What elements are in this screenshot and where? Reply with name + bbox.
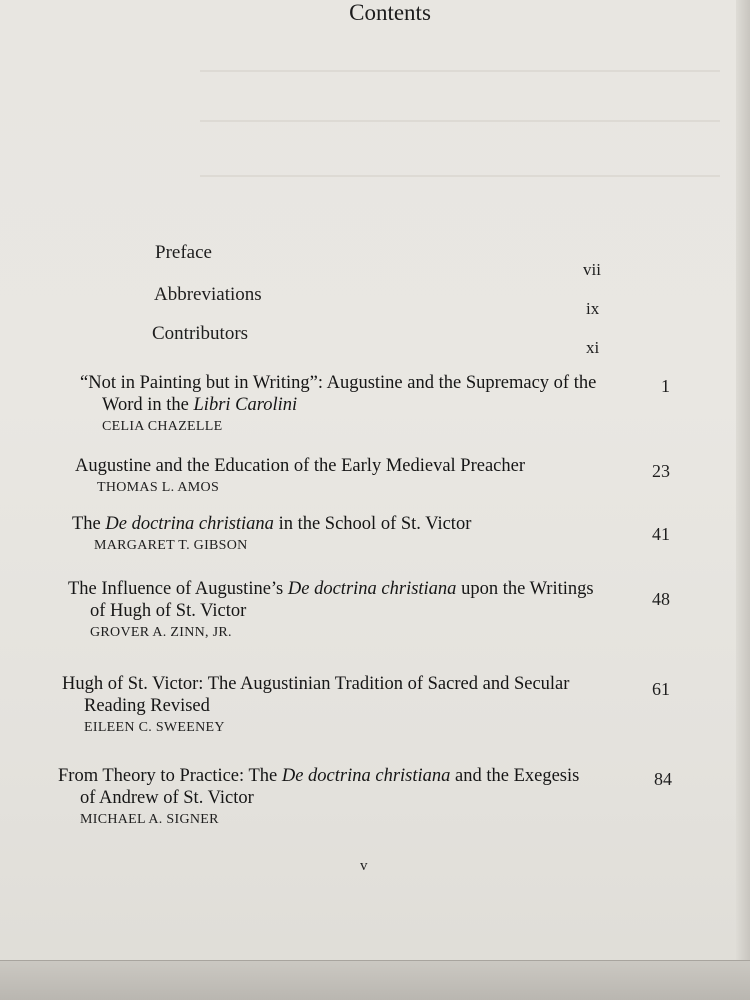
show-through xyxy=(200,175,720,177)
entry-page: 23 xyxy=(652,461,670,481)
entry-page: 84 xyxy=(654,769,672,789)
front-matter-page: vii xyxy=(583,260,601,279)
front-matter-label: Contributors xyxy=(152,323,249,344)
show-through xyxy=(200,70,720,72)
entry-author: MARGARET T. GIBSON xyxy=(94,538,248,553)
entry-author: THOMAS L. AMOS xyxy=(97,480,220,495)
entry-title: The Influence of Augustine’s De doctrina christiana upon the Writings of Hugh of St. Victor xyxy=(68,579,594,621)
toc-entry xyxy=(75,455,635,496)
page-number: v xyxy=(360,858,368,874)
entry-author: GROVER A. ZINN, JR. xyxy=(90,625,232,640)
entry-title: Hugh of St. Victor: The Augustinian Tradition of Sacred and Secular Reading Revised xyxy=(62,674,570,716)
toc-entry xyxy=(62,673,602,736)
entry-author: MICHAEL A. SIGNER xyxy=(80,812,219,827)
front-matter-page: ix xyxy=(586,299,600,318)
page-edge xyxy=(736,0,750,1000)
front-matter-page: xi xyxy=(586,338,600,357)
toc-entry xyxy=(80,372,600,435)
page-edge xyxy=(0,960,750,1000)
show-through xyxy=(200,120,720,122)
entry-page: 61 xyxy=(652,679,670,699)
entry-page: 1 xyxy=(661,376,670,396)
toc-entry xyxy=(58,765,588,828)
entry-author: EILEEN C. SWEENEY xyxy=(84,720,225,735)
page-title: Contents xyxy=(349,0,431,25)
toc-entry xyxy=(72,513,592,554)
entry-title: “Not in Painting but in Writing”: Augustine and the Supremacy of the Word in the Libri Carolini xyxy=(80,373,597,415)
entry-page: 48 xyxy=(652,589,670,609)
front-matter-label: Abbreviations xyxy=(154,284,262,305)
toc-entry xyxy=(68,578,598,641)
entry-title: Augustine and the Education of the Early Medieval Preacher xyxy=(75,456,526,476)
entry-page: 41 xyxy=(652,524,670,544)
front-matter-label: Preface xyxy=(155,242,212,263)
entry-title: From Theory to Practice: The De doctrina christiana and the Exegesis of Andrew of St. Victor xyxy=(58,766,580,808)
entry-title: The De doctrina christiana in the School of St. Victor xyxy=(72,514,472,534)
entry-author: CELIA CHAZELLE xyxy=(102,419,223,434)
